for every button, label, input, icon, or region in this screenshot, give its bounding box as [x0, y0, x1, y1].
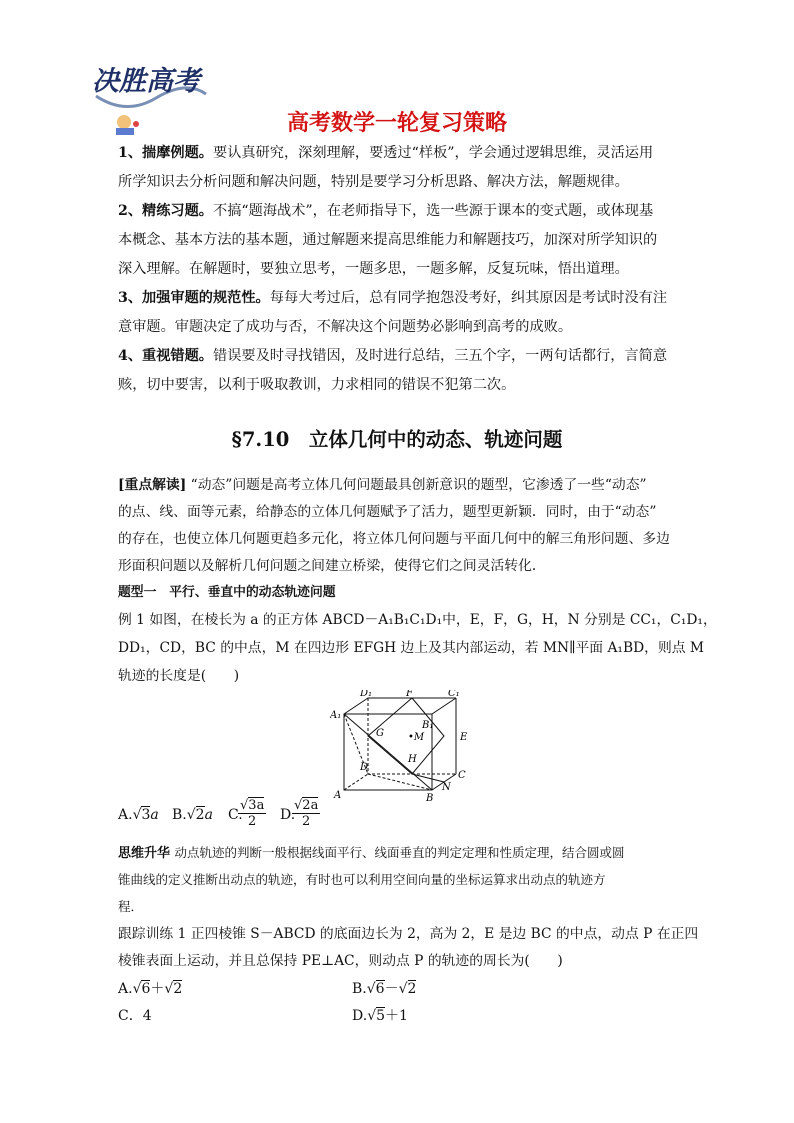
type-heading: 题型一 平行、垂直中的动态轨迹问题: [118, 585, 336, 600]
example-1-line-1: 例 1 如图，在棱长为 a 的正方体 ABCD－A₁B₁C₁D₁中，E，F，G，H，N 分别是 CC₁，C₁D₁，: [118, 612, 717, 628]
strategy-2-line-3: 深入理解。在解题时，要独立思考，一题多思，一题多解，反复玩味，悟出道理。: [118, 261, 629, 277]
intro-line-2: 的点、线、面等元素，给静态的立体几何题赋予了活力，题型更新颖．同时，由于“动态”: [118, 504, 657, 520]
label-c: C: [458, 770, 466, 781]
option-1-c-label: C.: [228, 807, 243, 823]
strategy-2-line-1: 2、精练习题。不搞“题海战术”，在老师指导下，选一些源于课本的变式题，或体现基: [118, 203, 654, 219]
exercise-1-line-1: 跟踪训练 1 正四棱锥 S－ABCD 的底面边长为 2，高为 2，E 是边 BC 的中点，动点 P 在正四: [118, 926, 699, 942]
strategy-1-line-1: 1、揣摩例题。要认真研究，深刻理解，要透过“样板”，学会通过逻辑思维，灵活运用: [118, 145, 654, 161]
example-1-line-3: 轨迹的长度是( ): [118, 668, 240, 684]
page-title: 高考数学一轮复习策略: [286, 111, 507, 136]
option-1-d-fraction: $\frac{√2a}{2}$: [294, 798, 319, 829]
label-g: G: [376, 728, 384, 739]
label-a1: A₁: [330, 710, 342, 721]
option-1-d-label: D.: [280, 807, 296, 823]
intro-line-4: 形面积问题以及解析几何问题之间建立桥梁，使得它们之间灵活转化．: [118, 558, 546, 574]
cube-figure: [330, 690, 470, 802]
option-1-c-fraction: $\frac{√3a}{2}$: [240, 798, 265, 829]
example-1-line-2: DD₁，CD，BC 的中点，M 在四边形 EFGH 边上及其内部运动，若 MN∥平面 A₁BD，则点 M: [118, 640, 705, 656]
label-h: H: [408, 754, 417, 765]
label-f: F: [406, 690, 413, 699]
logo-text: 决胜高考: [92, 66, 200, 97]
option-1-b: B.√2a: [172, 807, 213, 823]
strategy-4-line-2: 赅，切中要害，以利于吸取教训，力求相同的错误不犯第二次。: [118, 377, 516, 393]
sublimation-line-3: 程．: [118, 899, 144, 914]
label-c1: C₁: [448, 690, 460, 699]
strategy-1-line-2: 所学知识去分析问题和解决问题，特别是要学习分析思路、解决方法，解题规律。: [118, 174, 629, 190]
label-d: D: [360, 762, 369, 773]
section-title: §7.10 立体几何中的动态、轨迹问题: [231, 428, 563, 451]
sublimation-line-2: 锥曲线的定义推断出动点的轨迹，有时也可以利用空间向量的坐标运算求出动点的轨迹方: [118, 872, 606, 887]
label-b: B: [426, 793, 434, 802]
label-e: E: [460, 732, 468, 743]
option-2-a: A.√6＋√2: [118, 981, 183, 997]
option-2-d: D.√5＋1: [352, 1008, 408, 1024]
intro-line-3: 的存在，也使立体几何题更趋多元化，将立体几何问题与平面几何中的解三角形问题、多边: [118, 531, 670, 547]
option-2-b: B.√6－√2: [352, 981, 417, 997]
label-n: N: [442, 782, 451, 793]
sublimation-line-1: 思维升华 动点轨迹的判断一般根据线面平行、线面垂直的判定定理和性质定理，结合圆或圆: [118, 845, 625, 861]
exercise-1-line-2: 棱锥表面上运动，并且总保持 PE⊥AC，则动点 P 的轨迹的周长为( ): [118, 953, 563, 969]
strategy-3-line-1: 3、加强审题的规范性。每每大考过后，总有同学抱怨没考好，纠其原因是考试时没有注: [118, 290, 668, 306]
strategy-3-line-2: 意审题。审题决定了成功与否，不解决这个问题势必影响到高考的成败。: [118, 319, 573, 335]
intro-line-1: [重点解读] “动态”问题是高考立体几何问题最具创新意识的题型，它渗透了一些“动态”: [118, 477, 647, 493]
label-d1: D₁: [360, 690, 373, 699]
label-m: •M: [408, 732, 425, 743]
option-2-c: C．4: [118, 1008, 152, 1024]
strategy-2-line-2: 本概念、基本方法的基本题，通过解题来提高思维能力和解题技巧，加深对所学知识的: [118, 232, 658, 248]
option-1-a: A.√3a: [118, 807, 159, 823]
label-b1: B₁: [422, 720, 434, 731]
label-a: A: [334, 790, 342, 801]
strategy-4-line-1: 4、重视错题。错误要及时寻找错因，及时进行总结，三五个字，一两句话都行，言简意: [118, 348, 668, 364]
